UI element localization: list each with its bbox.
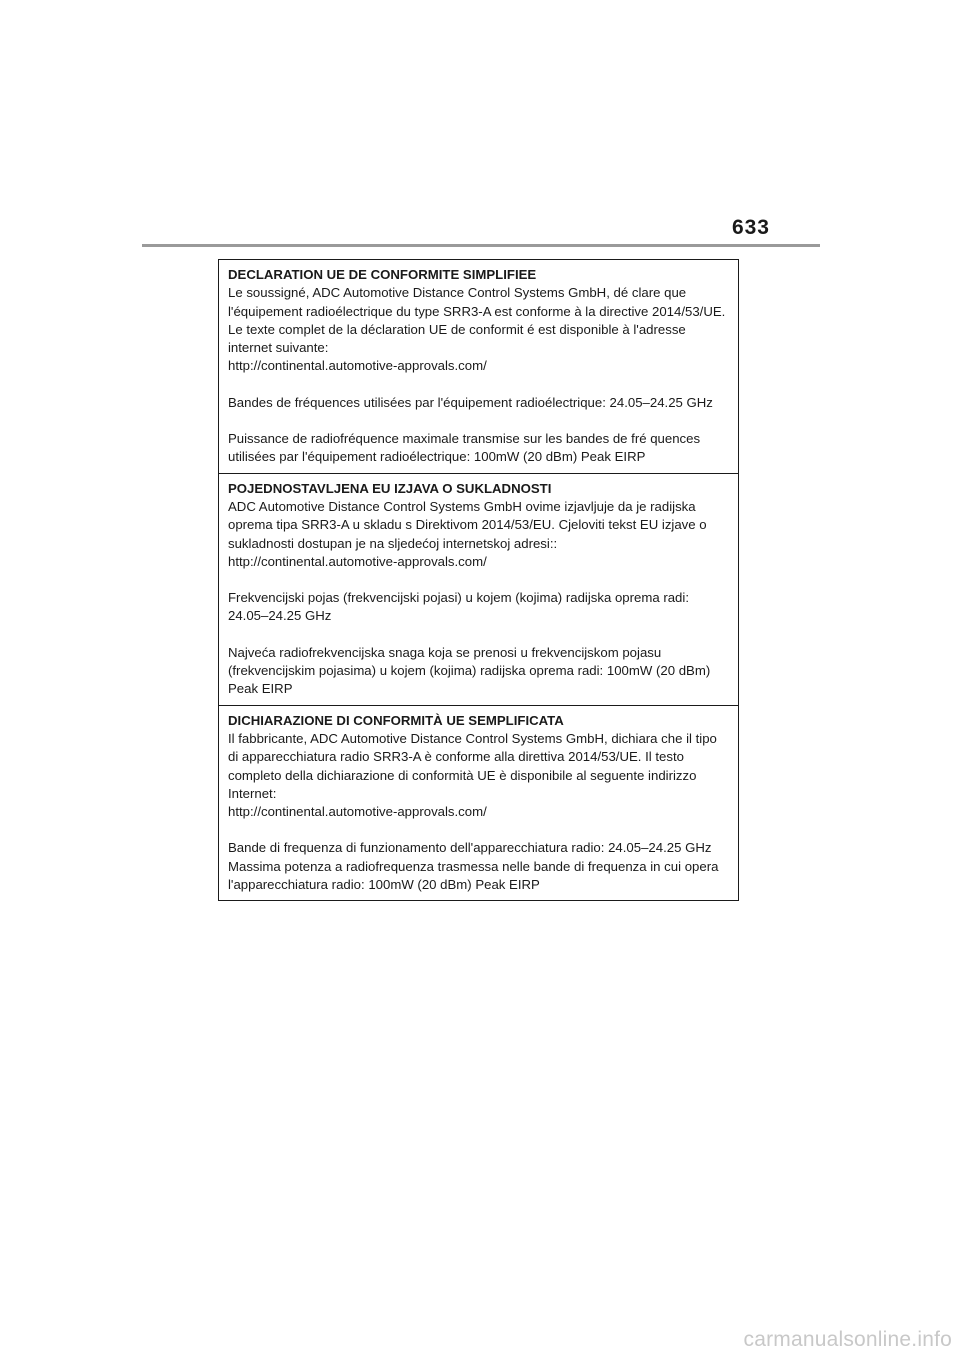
declaration-section-croatian — [219, 474, 738, 706]
declaration-table — [218, 259, 739, 901]
declaration-section-french — [219, 260, 738, 474]
section-title: DICHIARAZIONE DI CONFORMITÀ UE SEMPLIFICATA — [228, 712, 564, 728]
max-power: Najveća radiofrekvencijska snaga koja se prenosi u frekvencijskom pojasu (frekvencijskim pojasima) u kojem (kojima) radijska oprema radi: 100mW (20 dBm) Peak EIRP — [228, 644, 711, 697]
frequency-bands: Bande di frequenza di funzionamento dell'apparecchiatura radio: 24.05–24.25 GHz — [228, 840, 712, 856]
max-power: Puissance de radiofréquence maximale transmise sur les bandes de fré quences utilisées par l'équipement radioélectrique: 100mW (20 dBm) Peak EIRP — [228, 431, 701, 465]
intro-text: Le soussigné, ADC Automotive Distance Control Systems GmbH, dé clare que l'équipement radioélectrique du type SRR3-A est conforme à la directive 2014/53/UE. Le texte complet de la déclaration UE de conformit é est disponible à l'adresse internet suivante: — [228, 285, 726, 356]
max-power: Massima potenza a radiofrequenza trasmessa nelle bande di frequenza in cui opera l'apparecchiatura radio: 100mW (20 dBm) Peak EIRP — [228, 858, 719, 893]
section-intro — [228, 284, 730, 375]
frequency-bands: Frekvencijski pojas (frekvencijski pojasi) u kojem (kojima) radijska oprema radi: 24.05–24.25 GHz — [228, 590, 689, 624]
section-title: DECLARATION UE DE CONFORMITE SIMPLIFIEE — [228, 267, 537, 282]
frequency-bands: Bandes de fréquences utilisées par l'équipement radioélectrique: 24.05–24.25 GHz — [228, 394, 713, 410]
section-title: POJEDNOSTAVLJENA EU IZJAVA O SUKLADNOSTI — [228, 480, 552, 496]
section-intro — [228, 498, 730, 571]
intro-text: Il fabbricante, ADC Automotive Distance Control Systems GmbH, dichiara che il tipo di apparecchiatura radio SRR3-A è conforme alla direttiva 2014/53/UE. Il testo completo della dichiarazione di conformità UE è disponibile al seguente indirizzo Internet: — [228, 730, 717, 801]
intro-text: ADC Automotive Distance Control Systems GmbH ovime izjavljuje da je radijska oprema tipa SRR3-A u skladu s Direktivom 2014/53/EU. Cjeloviti tekst EU izjave o sukladnosti dostupan je na sljedećoj internetskoj adresi:: — [228, 498, 707, 551]
declaration-section-italian — [219, 706, 738, 901]
declaration-url: http://continental.automotive-approvals.com/ — [228, 804, 487, 820]
page-number: 633 — [731, 216, 770, 239]
section-intro — [228, 730, 730, 821]
header-rule — [142, 244, 820, 247]
declaration-url: http://continental.automotive-approvals.com/ — [228, 553, 487, 569]
declaration-url: http://continental.automotive-approvals.com/ — [228, 358, 487, 374]
site-watermark: carmanualsonline.info — [743, 1328, 952, 1351]
